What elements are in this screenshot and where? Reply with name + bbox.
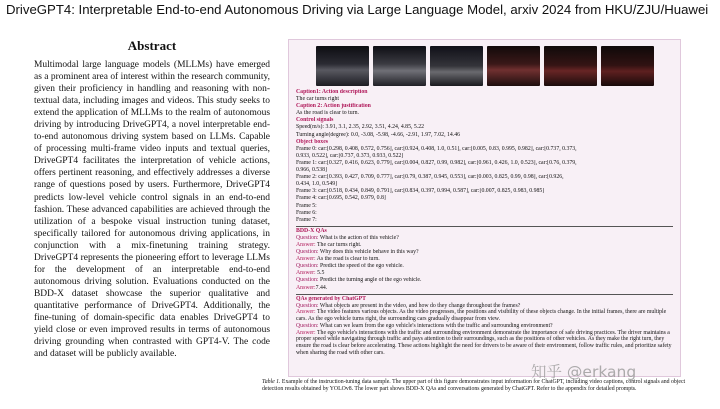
answer-text: The video features various objects. As the video progresses, the positions and visibility of these objects change. In the initial frames, there are multiple cars. As the ego vehicle turns right, the surrounding cars gradually disappear from view. xyxy=(296,309,667,323)
chatgpt-answer-1 xyxy=(296,309,673,322)
question-text: Predict the speed of the ego vehicle. xyxy=(318,263,404,270)
caption-text: Example of the instruction-tuning data sample. The upper part of this figure demonstrates input information for ChatGPT, including video captions, control signals and object detection results obtained by YOLOv8. The lower part shows BDD-X QAs and conversations generated by ChatGPT. Refer to the appendix for detailed prompts. xyxy=(262,379,686,393)
qa-question xyxy=(296,235,673,242)
box-line: Frame 6: xyxy=(296,209,317,216)
turning-angle-values: Turning angle(degree): 0.0, -3.08, -5.98, -4.66, -2.91, 1.97, 7.02, 14.46 xyxy=(296,131,461,138)
answer-tag: Answer: xyxy=(296,256,316,263)
box-line: Frame 5: xyxy=(296,202,317,209)
video-frame xyxy=(601,46,654,86)
speed-values: Speed(m/s): 3.91, 3.1, 2.35, 2.92, 3.51, 4.24, 4.85, 5.22 xyxy=(296,124,425,131)
box-line: Frame 4: car:[0.695, 0.542, 0.979, 0.8] xyxy=(296,195,386,202)
answer-text: The car turns right. xyxy=(315,241,362,248)
answer-text: 5.5 xyxy=(315,270,325,277)
qa-question xyxy=(296,277,673,284)
question-text: What can we learn from the ego vehicle's interactions with the traffic and surrounding environment? xyxy=(318,322,553,329)
divider xyxy=(296,226,673,227)
bddx-label: BDD-X QAs xyxy=(296,227,327,234)
qa-answer xyxy=(296,242,673,249)
qa-question xyxy=(296,263,673,270)
qa-answer xyxy=(296,285,673,292)
figure-panel xyxy=(288,39,681,377)
answer-tag: Answer: xyxy=(296,329,316,336)
box-line: Frame 2: car:[0.393, 0.427, 0.709, 0.777], car:[0.79, 0.387, 0.945, 0.553], car:[0.003, 0.825, 0.99, 0.98], car:[0.926, xyxy=(296,174,564,181)
qa-question xyxy=(296,249,673,256)
chatgpt-question-2 xyxy=(296,323,673,330)
abstract-heading: Abstract xyxy=(127,38,177,53)
caption-label: Table 1. xyxy=(262,379,281,385)
answer-text: As the road is clear to turn. xyxy=(315,256,380,263)
control-signals-label: Control signals xyxy=(296,117,334,124)
qa-answer xyxy=(296,270,673,277)
caption1-text: The car turns right xyxy=(296,96,339,103)
question-text: What objects are present in the video, and how do they change throughout the frames? xyxy=(318,302,521,309)
video-frame xyxy=(430,46,483,86)
object-boxes-label: Object boxes xyxy=(296,138,329,145)
chatgpt-label: QAs generated by ChatGPT xyxy=(296,295,367,302)
chatgpt-answer-2 xyxy=(296,330,673,357)
abstract-text: Multimodal large language models (MLLMs) have emerged as a prominent area of interest within the research community, given their proficiency in handling and reasoning with non-textual data, including images and videos. This study seeks to extend the application of MLLMs to the realm of autonomous driving by introducing DriveGPT4, a novel interpretable end-to-end autonomous driving system based on LLMs. Capable of processing multi-frame video inputs and textual queries, DriveGPT4 facilitates the interpretation of vehicle actions, offers pertinent reasoning, and effectively addresses a diverse range of questions posed by users. Furthermore, DriveGPT4 predicts low-level vehicle control signals in an end-to-end fashion. These advanced capabilities are achieved through the utilization of a bespoke visual instruction tuning dataset, specifically tailored for autonomous driving applications, in conjunction with a mix-finetuning training strategy. DriveGPT4 represents the pioneering effort to leverage LLMs for the development of an interpretable end-to-end autonomous driving solution. Evaluations conducted on the BDD-X dataset showcase the superior qualitative and quantitative performance of DriveGPT4. Additionally, the fine-tuning of domain-specific data enables DriveGPT4 to yield close or even improved results in terms of autonomous driving grounding when contrasted with GPT4-V. The code and dataset will be publicly available. xyxy=(34,60,270,360)
question-tag: Question: xyxy=(296,302,319,309)
video-frame xyxy=(487,46,540,86)
page-title: DriveGPT4: Interpretable End-to-end Autonomous Driving via Large Language Model, arxiv 2024 from HKU/ZJU/Huawei xyxy=(6,2,709,17)
answer-text: 7.44. xyxy=(315,284,328,291)
answer-tag: Answer: xyxy=(296,270,316,277)
question-tag: Question: xyxy=(296,234,319,241)
question-tag: Question: xyxy=(296,322,319,329)
answer-tag: Answer: xyxy=(296,284,316,291)
question-tag: Question: xyxy=(296,277,319,284)
box-line: 0.434, 1.0, 0.549] xyxy=(296,181,338,188)
answer-tag: Answer: xyxy=(296,309,316,316)
video-frames xyxy=(296,46,673,86)
divider xyxy=(296,294,673,295)
answer-tag: Answer: xyxy=(296,241,316,248)
caption2-label: Caption 2: Action justification xyxy=(296,103,371,110)
question-tag: Question: xyxy=(296,249,319,256)
qa-answer xyxy=(296,256,673,263)
question-text: What is the action of this vehicle? xyxy=(318,234,399,241)
caption1-label: Caption1: Action description xyxy=(296,89,368,95)
question-text: Why does this vehicle behave in this way? xyxy=(318,249,419,256)
box-line: Frame 7: xyxy=(296,216,317,223)
question-tag: Question: xyxy=(296,263,319,270)
box-line: Frame 3: car:[0.518, 0.434, 0.849, 0.791], car:[0.834, 0.397, 0.994, 0.587], car:[0.007, 0.825, 0.983, 0.985] xyxy=(296,188,545,195)
box-line: 0.966, 0.538] xyxy=(296,167,327,174)
watermark: 知乎 @erkang xyxy=(531,363,637,381)
abstract-section xyxy=(34,38,270,360)
video-frame xyxy=(373,46,426,86)
caption2-text: As the road is clear to turn. xyxy=(296,110,359,117)
box-line: Frame 1: car:[0.327, 0.416, 0.623, 0.779], car:[0.004, 0.827, 0.99, 0.982], car:[0.961, 0.426, 1.0, 0.523], car:[0.76, 0.379, xyxy=(296,159,577,166)
box-line: Frame 0: car:[0.298, 0.408, 0.572, 0.756], car:[0.924, 0.408, 1.0, 0.51], car:[0.005, 0.83, 0.995, 0.982], car:[0.737, 0.373, xyxy=(296,145,577,152)
video-frame xyxy=(544,46,597,86)
question-text: Predict the turning angle of the ego vehicle. xyxy=(318,277,422,284)
answer-text: The ego vehicle's interactions with the traffic and surrounding environment demonstrate the importance of safe driving practices. The driver maintains a proper speed while navigating through traffic and pays attention to their surroundings, such as the positions of other vehicles. As they make the right turn, they ensure the road is clear before accelerating. These actions highlight the need for drivers to be aware of their environment, follow traffic rules, and prioritize safety when sharing the road with other cars. xyxy=(296,329,672,356)
box-line: 0.933, 0.522], car:[0.737, 0.373, 0.933, 0.522] xyxy=(296,152,404,159)
video-frame xyxy=(316,46,369,86)
